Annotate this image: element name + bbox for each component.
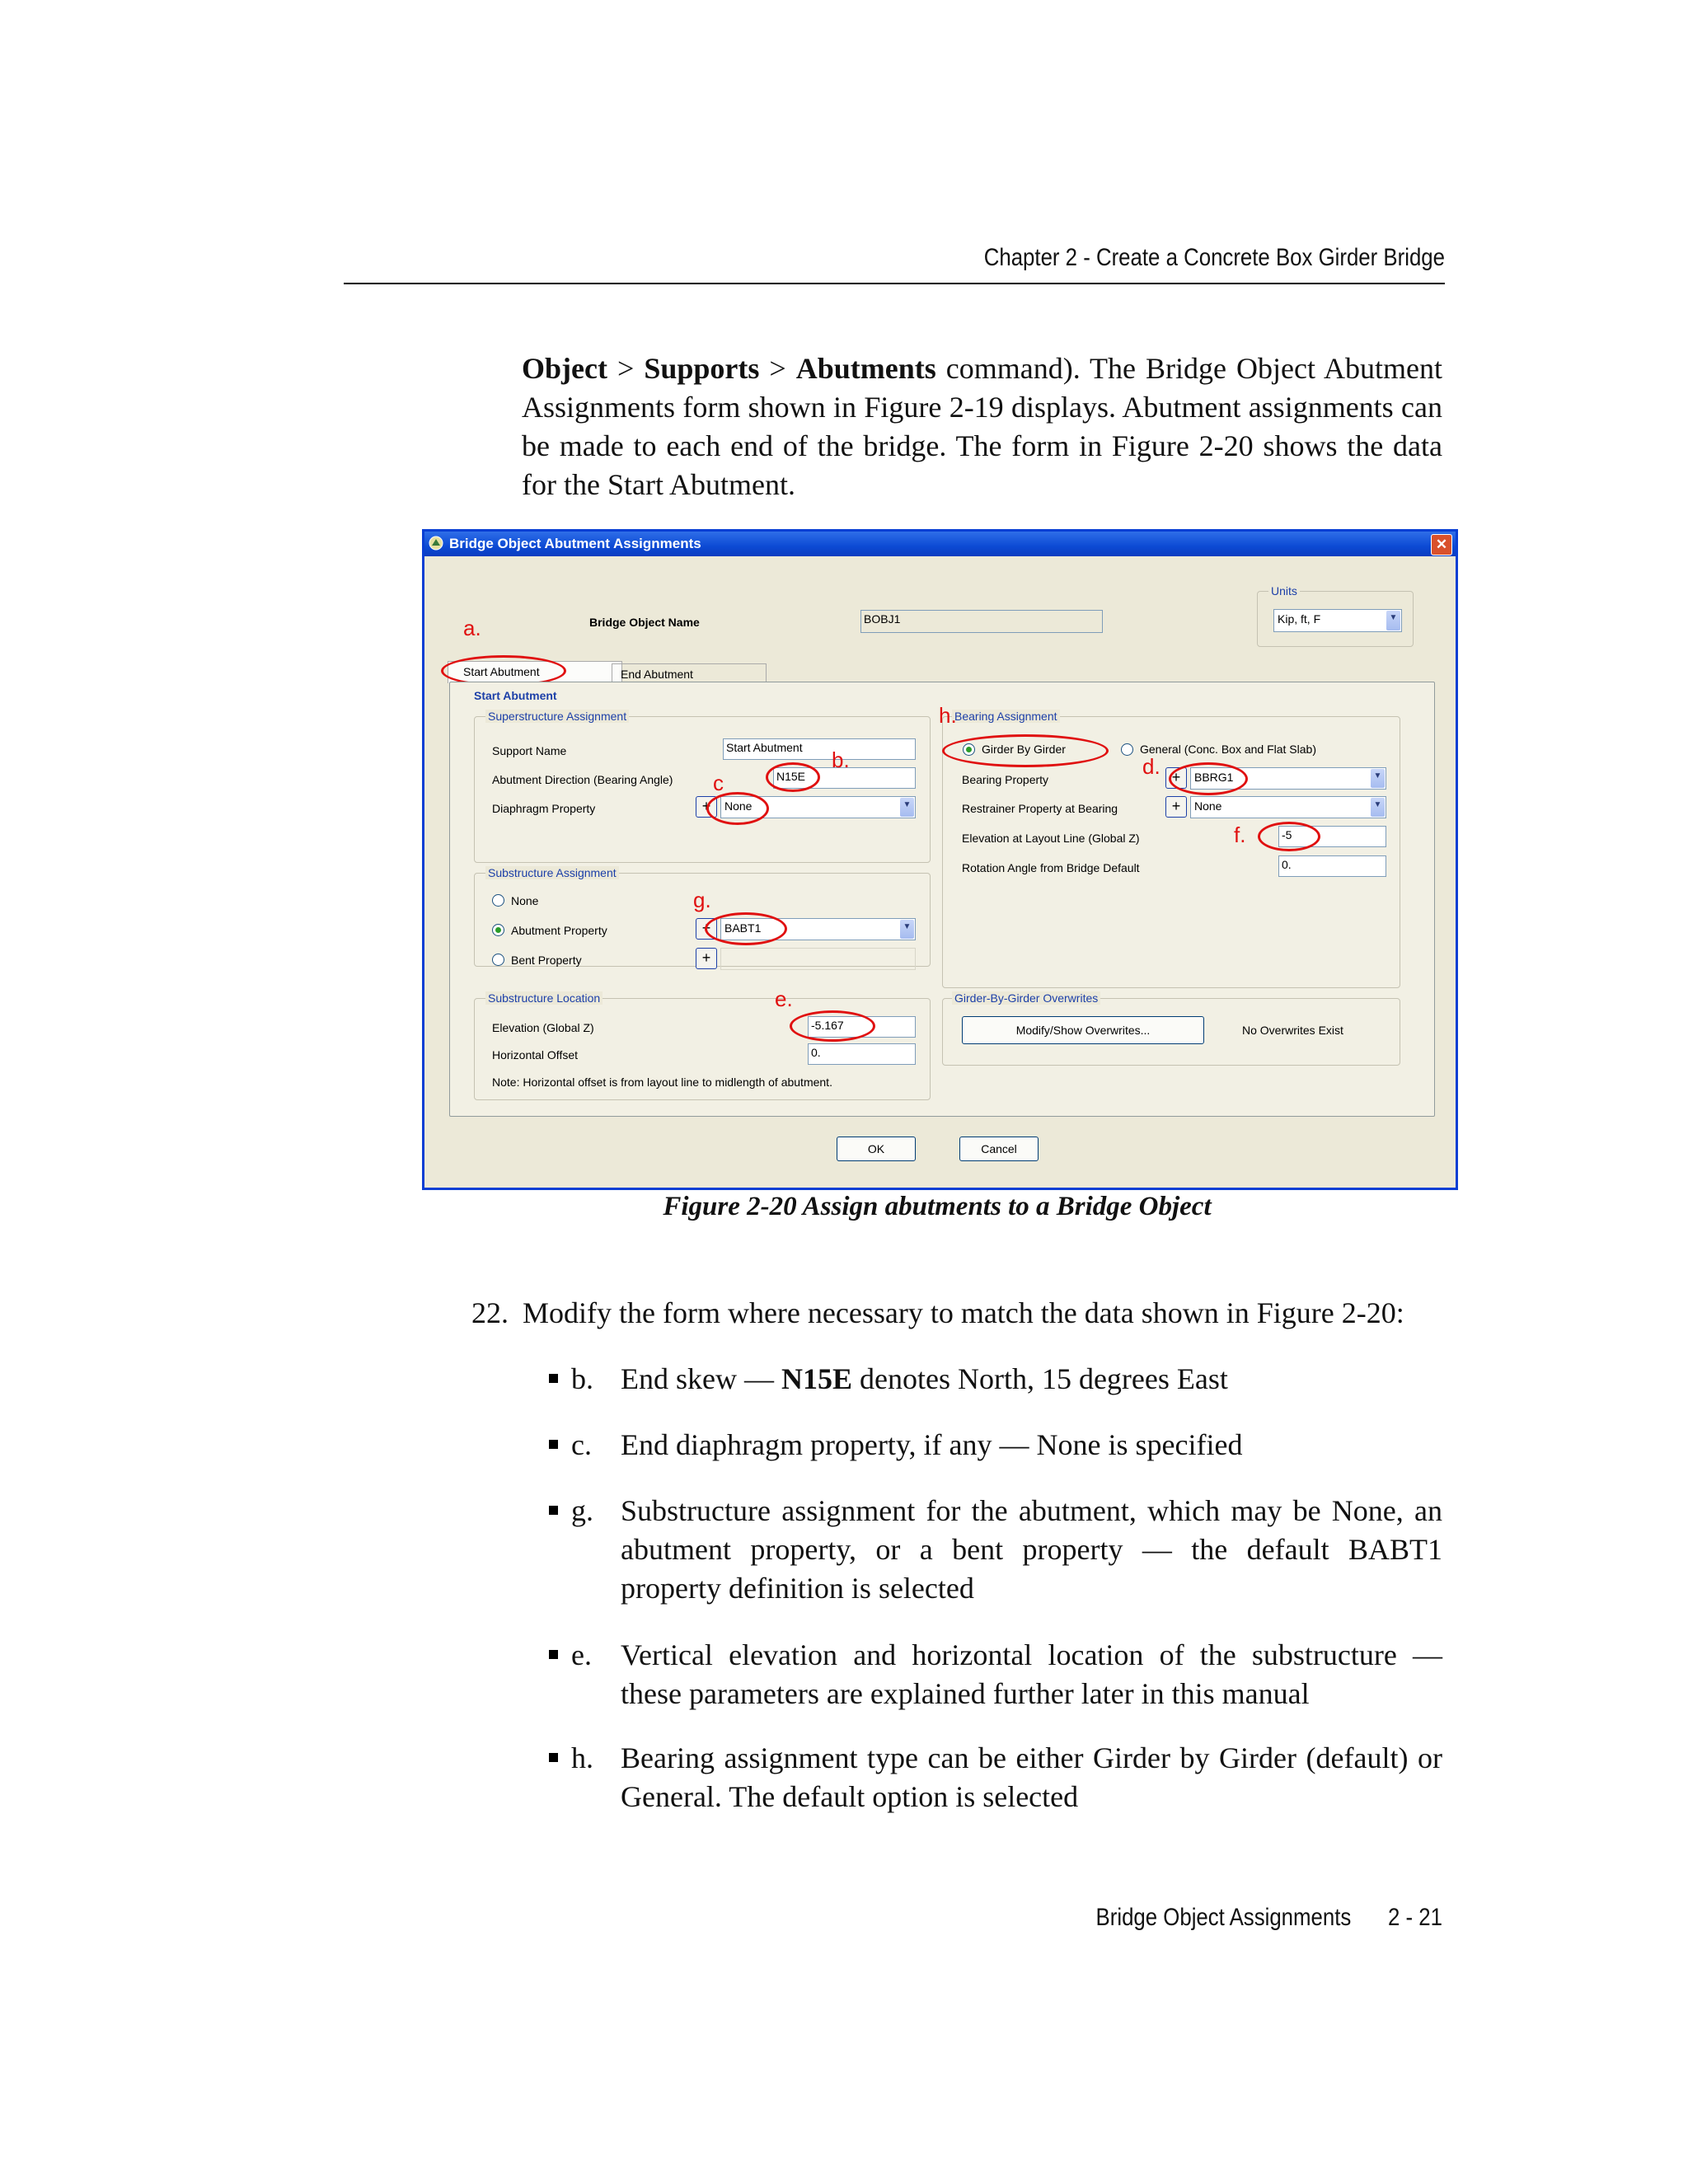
direction-label: Abutment Direction (Bearing Angle)	[492, 773, 673, 786]
bullet-text: End diaphragm property, if any — None is specified	[621, 1428, 1243, 1461]
chevron-down-icon: ▼	[1371, 769, 1385, 788]
support-name-label: Support Name	[492, 744, 567, 757]
marker-a: a.	[463, 616, 481, 640]
location-elevation-label: Elevation (Global Z)	[492, 1021, 594, 1034]
bullet-letter: g.	[571, 1494, 593, 1527]
restrainer-dropdown[interactable]	[1190, 796, 1386, 818]
bearing-prop-value: BBRG1	[1194, 771, 1234, 784]
cancel-button[interactable]: Cancel	[959, 1137, 1039, 1161]
chevron-down-icon: ▼	[1386, 611, 1400, 630]
bullet-letter: e.	[571, 1638, 592, 1671]
bullet-item	[544, 1426, 1442, 1465]
close-icon[interactable]: ✕	[1431, 534, 1452, 555]
radio-girder-label: Girder By Girder	[982, 743, 1066, 756]
highlight-oval-b	[766, 762, 820, 792]
bullet-item	[544, 1360, 1442, 1399]
marker-g: g.	[693, 888, 711, 912]
support-name-field[interactable]: Start Abutment	[723, 738, 916, 760]
marker-b: b.	[832, 748, 850, 772]
tab-end-abutment[interactable]: End Abutment	[612, 663, 767, 684]
units-value: Kip, ft, F	[1278, 612, 1321, 626]
menu-sep: >	[607, 352, 645, 385]
location-elevation-field[interactable]: -5.167	[808, 1016, 916, 1038]
chevron-down-icon: ▼	[900, 798, 914, 817]
bullet-text: Substructure assignment for the abutment, which may be None, an abutment property, or a bent property — the default BABT1 property definition is selected	[621, 1494, 1442, 1605]
dialog-titlebar	[424, 532, 1456, 556]
abutment-add-button[interactable]: +	[696, 918, 717, 940]
page-number: 2 - 21	[1388, 1904, 1442, 1931]
chevron-down-icon: ▼	[1371, 798, 1385, 817]
tab-start-abutment[interactable]: Start Abutment	[448, 661, 622, 683]
abutment-property-value: BABT1	[724, 921, 762, 935]
radio-abutment-property[interactable]	[492, 924, 504, 936]
bullet-text: Vertical elevation and horizontal location of the substructure — these parameters are explained further later in this manual	[621, 1638, 1442, 1710]
bullet-letter: c.	[571, 1428, 592, 1461]
highlight-oval-f	[1258, 822, 1320, 851]
bullet-item	[544, 1636, 1442, 1713]
chevron-down-icon: ▼	[900, 920, 914, 939]
bearing-group-label: Bearing Assignment	[952, 710, 1060, 723]
bullet-bold: N15E	[781, 1362, 852, 1395]
radio-none[interactable]	[492, 894, 504, 907]
abutment-dialog	[422, 529, 1458, 1190]
bearing-prop-label: Bearing Property	[962, 773, 1049, 786]
bullet-square	[549, 1650, 558, 1659]
object-name-label: Bridge Object Name	[589, 616, 700, 629]
marker-e: e.	[775, 987, 793, 1011]
bullet-item	[544, 1739, 1442, 1816]
highlight-oval-d	[1169, 762, 1248, 795]
overwrites-status: No Overwrites Exist	[1242, 1024, 1343, 1037]
rotation-field[interactable]: 0.	[1278, 855, 1386, 877]
radio-abutment-label: Abutment Property	[511, 924, 607, 937]
direction-field[interactable]: N15E	[773, 767, 916, 789]
bullet-letter: b.	[571, 1362, 593, 1395]
bullet-square	[549, 1506, 558, 1515]
step-22	[471, 1294, 1452, 1333]
bent-add-button[interactable]: +	[696, 948, 717, 969]
step-text: Modify the form where necessary to match the data shown in Figure 2-20:	[523, 1296, 1404, 1329]
modify-overwrites-button[interactable]: Modify/Show Overwrites...	[962, 1016, 1204, 1044]
highlight-oval-c	[706, 792, 769, 825]
units-label: Units	[1268, 584, 1300, 598]
radio-bent-label: Bent Property	[511, 954, 582, 967]
running-footer	[1053, 1904, 1442, 1932]
diaphragm-value: None	[724, 799, 753, 813]
intro-text: command). The Bridge Object Abutment Assignments form shown in Figure 2-19 displays. Abutment assignments can be made to each end of the bridge. The form in Figure 2-20 shows the data for the Start Abutment.	[522, 352, 1443, 501]
radio-general[interactable]	[1121, 743, 1133, 756]
intro-paragraph	[522, 349, 1442, 504]
location-note: Note: Horizontal offset is from layout line to midlength of abutment.	[492, 1076, 832, 1089]
diaphragm-add-button[interactable]: +	[696, 796, 717, 818]
marker-c: c	[713, 771, 724, 795]
marker-h: h.	[939, 703, 957, 728]
overwrites-group-label: Girder-By-Girder Overwrites	[952, 991, 1100, 1005]
menu-supports: Supports	[644, 352, 760, 385]
highlight-oval-h	[942, 734, 1109, 767]
bearing-elevation-label: Elevation at Layout Line (Global Z)	[962, 832, 1140, 845]
highlight-oval-g	[705, 912, 787, 945]
offset-label: Horizontal Offset	[492, 1048, 579, 1062]
bullet-square	[549, 1440, 558, 1449]
units-dropdown[interactable]	[1273, 609, 1402, 632]
figure-caption: Figure 2-20 Assign abutments to a Bridge Object	[663, 1192, 1212, 1221]
app-icon	[429, 536, 443, 551]
radio-general-label: General (Conc. Box and Flat Slab)	[1140, 743, 1316, 756]
diaphragm-label: Diaphragm Property	[492, 802, 596, 815]
bearing-elevation-field[interactable]: -5	[1278, 826, 1386, 847]
radio-bent-property[interactable]	[492, 954, 504, 966]
radio-none-label: None	[511, 894, 539, 907]
superstructure-group-label: Superstructure Assignment	[485, 710, 629, 723]
bullet-text: End skew —	[621, 1362, 781, 1395]
rotation-label: Rotation Angle from Bridge Default	[962, 861, 1140, 874]
restrainer-value: None	[1194, 799, 1222, 813]
bullet-text-post: denotes North, 15 degrees East	[852, 1362, 1228, 1395]
header-rule	[344, 283, 1445, 284]
bullet-square	[549, 1374, 558, 1383]
substructure-group-label: Substructure Assignment	[485, 866, 619, 879]
highlight-oval-e	[790, 1010, 875, 1042]
restrainer-add-button[interactable]: +	[1165, 796, 1187, 818]
object-name-field[interactable]: BOBJ1	[860, 610, 1103, 633]
bullet-text: Bearing assignment type can be either Girder by Girder (default) or General. The default option is selected	[621, 1741, 1442, 1813]
bent-property-dropdown	[720, 948, 916, 970]
footer-section: Bridge Object Assignments	[1095, 1904, 1352, 1931]
running-header: Chapter 2 - Create a Concrete Box Girder Bridge	[983, 244, 1445, 271]
marker-d: d.	[1142, 754, 1160, 779]
restrainer-label: Restrainer Property at Bearing	[962, 802, 1118, 815]
ok-button[interactable]: OK	[837, 1137, 916, 1161]
step-number: 22.	[471, 1296, 509, 1329]
section-title: Start Abutment	[474, 689, 557, 702]
bullet-item	[544, 1492, 1442, 1608]
menu-abutments: Abutments	[795, 352, 936, 385]
menu-sep: >	[759, 352, 796, 385]
bullet-letter: h.	[571, 1741, 593, 1774]
bearing-add-button[interactable]: +	[1165, 767, 1187, 789]
menu-object: Object	[522, 352, 607, 385]
dialog-title: Bridge Object Abutment Assignments	[449, 536, 701, 551]
marker-f: f.	[1234, 823, 1246, 847]
bullet-square	[549, 1753, 558, 1762]
offset-field[interactable]: 0.	[808, 1043, 916, 1065]
location-group-label: Substructure Location	[485, 991, 603, 1005]
